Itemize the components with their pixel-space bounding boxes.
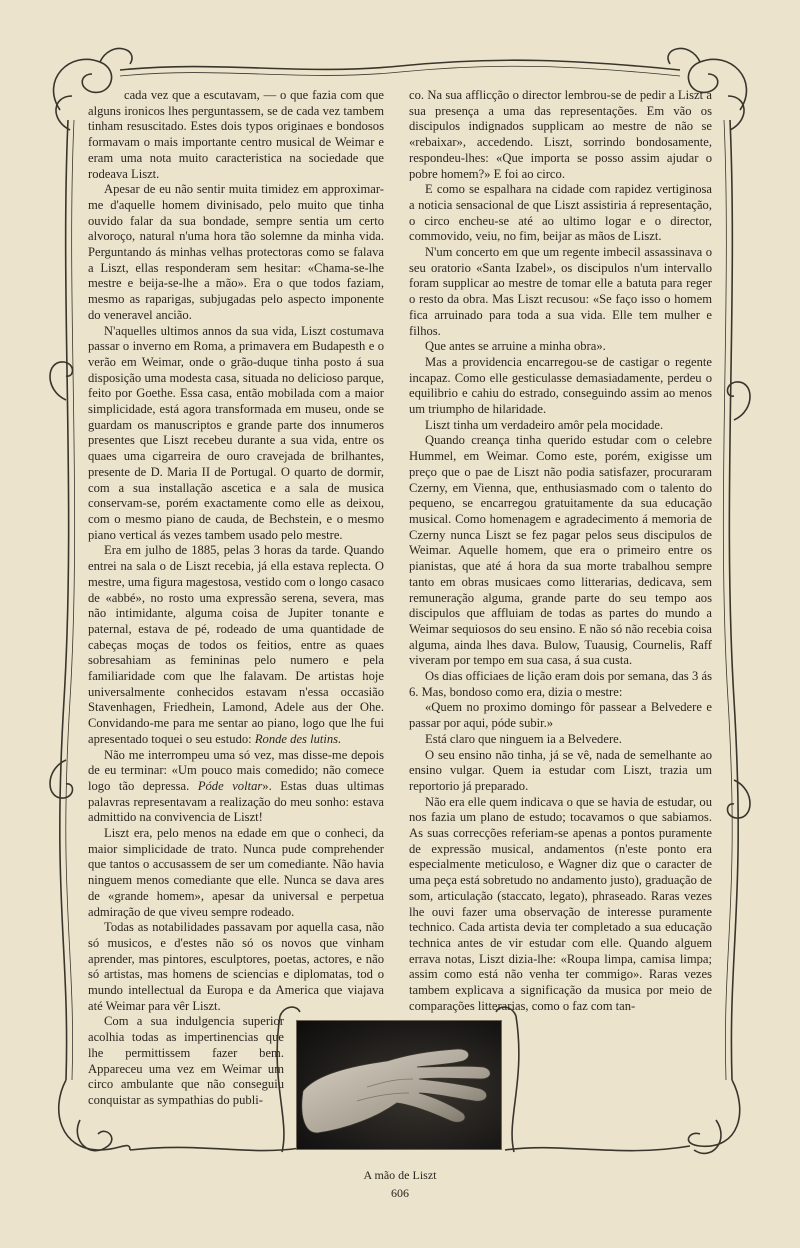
paragraph-text: Era em julho de 1885, pelas 3 horas da tarde. Quando entrei na sala o de Liszt recebia, já ella estava replecta. O mestre, uma figura magestosa, vestido com o longo casaco de «abbé», no rosto uma expressão serena, severa, mas não intimidante, alguma coisa de Jupiter tonante e paternal, estava de pé, rodeado de uma quantidade de cabeças moças de todos os feitios, entre as quaes sobresahiam as femininas pelo numero e pela familiaridade com que lhe falavam. De artistas hoje universalmente conhecidos estavam n'essa occasião Stavenhagen, Friedhein, Lamond, Adele aus der Ohe. Convidando-me para me sentar ao piano, logo que lhe fui apresentado toquei o seu estudo: bbox=[88, 543, 384, 746]
left-column bbox=[88, 88, 384, 1109]
paragraph: N'aquelles ultimos annos da sua vida, Liszt costumava passar o inverno em Roma, a primavera em Budapesth e o verão em Weimar, onde o grão-duque tinha posto á sua disposição uma modesta casa, situada no delicioso parque, feito por Goethe. Essa casa, então mobilada com a maior simplicidade, está agora transformada em museu, onde se guardam os manuscriptos e grande parte dos innumeros presentes que Liszt recebeu durante a sua vida, entre os quaes uma cigarreira de ouro cravejada de brilhantes, presente de D. Maria II de Portugal. O quarto de dormir, com a sua installação ascetica e a sala de musica conservam-se, porém exactamente como elle as deixou, com o mesmo piano de cauda, de Bechstein, e o mesmo piano vertical ás vezes tambem usado pelo mestre. bbox=[88, 323, 384, 542]
paragraph bbox=[88, 748, 384, 827]
paragraph: Quando creança tinha querido estudar com o celebre Hummel, em Weimar. Como este, porém, exigisse um preço que o pae de Liszt não podia satisfazer, procuraram Czerny, em Vienna, que, enthusiasmado com o talento do pequeno, se encarregou gratuitamente da sua educação musical. Como homenagem e agradecimento á memoria de Czerny nunca Liszt se fez pagar pelos seus discipulos de Weimar. Aquelle homem, que era o primeiro entre os pianistas, que até á hora da sua morte trabalhou sempre tanto em obras musicaes como litterarias, dedicava, sem remuneração alguma, grande parte do seu tempo aos discipulos que affluiam de todas as partes do mundo a Weimar sequiosos do seu ensino. E não só não recebia coisa alguma, ainda lhes dava. Bulow, Tuausig, Cournelis, Raff viveram por tempo em sua casa, á sua custa. bbox=[409, 433, 712, 668]
paragraph: E como se espalhara na cidade com rapidez vertiginosa a noticia sensacional de que Liszt assistiria á representação, o circo encheu-se até ao ultimo logar e o director, commovido, veiu, no fim, beijar as mãos de Liszt. bbox=[409, 182, 712, 244]
right-column bbox=[409, 88, 712, 1014]
paragraph: Todas as notabilidades passavam por aquella casa, não só musicos, e d'estes não só os novos que vinham aprender, mas pintores, esculptores, poetas, actores, e não só artistas, mas homens de sciencias e diplomatas, tod o mundo intellectual da Europa e da America que viajava até Weimar para vêr Liszt. bbox=[88, 920, 384, 1013]
work-title: Ronde des lutins. bbox=[254, 731, 342, 746]
paragraph-text: ». Estas duas ultimas palavras representavam a realização do meu sonho: estava admittido na convivencia de Liszt! bbox=[88, 778, 384, 825]
paragraph: N'um concerto em que um regente imbecil assassinava o seu oratorio «Santa Izabel», os discipulos n'um intervallo foram supplicar ao mestre de tomar elle a batuta para reger o resto da obra. Mas Liszt recusou: «Se faço isso o homem fica arruinado para toda a sua vida. Elle tem mulher e filhos. bbox=[409, 245, 712, 338]
paragraph: Os dias officiaes de lição eram dois por semana, das 3 ás 6. Mas, bondoso como era, dizia o mestre: bbox=[409, 669, 712, 699]
figure-caption: A mão de Liszt bbox=[363, 1168, 437, 1182]
paragraph: Com a sua indulgencia superior acolhia todas as impertinencias que lhe permittissem fazer bem. Appareceu uma vez em Weimar um circo ambulante que não conseguiu conquistar as sympathias do publi- bbox=[88, 1014, 284, 1107]
paragraph: Está claro que ninguem ia a Belvedere. bbox=[425, 731, 622, 746]
hand-icon bbox=[297, 1021, 501, 1149]
paragraph: Liszt era, pelo menos na edade em que o conheci, da maior simplicidade de trato. Nunca pude comprehender que tantos o accusassem de ser um comediante. Não havia ninguem menos comediante que elle. Nunca se dava ares de «grande homem», apesar da universal e perpetua admiração de que viveu sempre rodeado. bbox=[88, 826, 384, 919]
page-number: 606 bbox=[391, 1186, 409, 1200]
paragraph: cada vez que a escutavam, — o que fazia com que alguns ironicos lhes perguntassem, se de cada vez tambem tinham resuscitado. Estes dois typos originaes e bondosos formavam o mais importante centro musical de Weimar e eram uma nota muito caracteristica na sociedade que rodeava Liszt. bbox=[88, 88, 384, 181]
paragraph: Liszt tinha um verdadeiro amôr pela mocidade. bbox=[425, 417, 664, 432]
paragraph-text: Não me interrompeu uma só vez, mas disse-me depois de eu terminar: «Um pouco mais comedido; não comece logo tão depressa. bbox=[88, 747, 384, 793]
paragraph: Apesar de eu não sentir muita timidez em approximar-me d'aquelle homem divinisado, pelo muito que tinha ouvido falar da sua bondade, sempre sentia um certo alvoroço, natural n'uma hora tão solemne da minha vida. Perguntando ás minhas velhas protectoras como se falava a Liszt, ellas responderam sem hesitar: «Chama-se-lhe mestre e beija-se-lhe a mão». Era o que todos faziam, mesmo as raparigas, subjugadas pelo aspecto imponente do veneravel ancião. bbox=[88, 182, 384, 322]
quoted-phrase: Póde voltar bbox=[197, 778, 263, 793]
paragraph: O seu ensino não tinha, já se vê, nada de semelhante ao ensino vulgar. Quem ia estudar com Liszt, trazia um reportorio já preparado. bbox=[409, 747, 712, 793]
paragraph: «Quem no proximo domingo fôr passear a Belvedere e passar por aqui, póde subir.» bbox=[409, 700, 712, 731]
paragraph: co. Na sua afflicção o director lembrou-se de pedir a Liszt a sua presença a uma das representações. Em vão os discipulos indignados supplicam ao mestre de não se «rebaixar», accedendo. Liszt, sorrindo bondosamente, respondeu-lhes: «Que importa se posso assim ajudar o pobre homem?» E foi ao circo. bbox=[409, 88, 712, 181]
paragraph: Mas a providencia encarregou-se de castigar o regente incapaz. Como elle gesticulasse demasiadamente, perdeu o equilibrio e cahiu do estrado, conseguindo assim ao menos um triumpho de hilaridade. bbox=[409, 354, 712, 417]
liszt-hand-photograph bbox=[296, 1020, 502, 1150]
paragraph bbox=[88, 543, 384, 747]
paragraph: Que antes se arruine a minha obra». bbox=[425, 339, 606, 354]
column-separator bbox=[396, 92, 397, 992]
paragraph: Não era elle quem indicava o que se havia de estudar, ou nos fazia um plano de estudo; tocavamos o que sabiamos. As suas correcções referiam-se apenas a pontos puramente de expressão musical, andamentos (n'este ponto era especialmente meticuloso, e Wagner diz que o caracter de uma peça está sobretudo no andamento justo), graduação de som, articulação (staccato, legato), phraseado. Raras vezes lhe ouvi fazer uma observação de interesse puramente technico. Cada artista devia ter completado a sua educação technica antes de vir estudar com elle. Quando alguem errava notas, Liszt dizia-lhe: «Roupa limpa, camisa limpa; assim como está não venha ter commigo». Raras vezes tambem explicava a significação da musica por meio de comparações litterarias, como o faz com tan- bbox=[409, 794, 712, 1013]
